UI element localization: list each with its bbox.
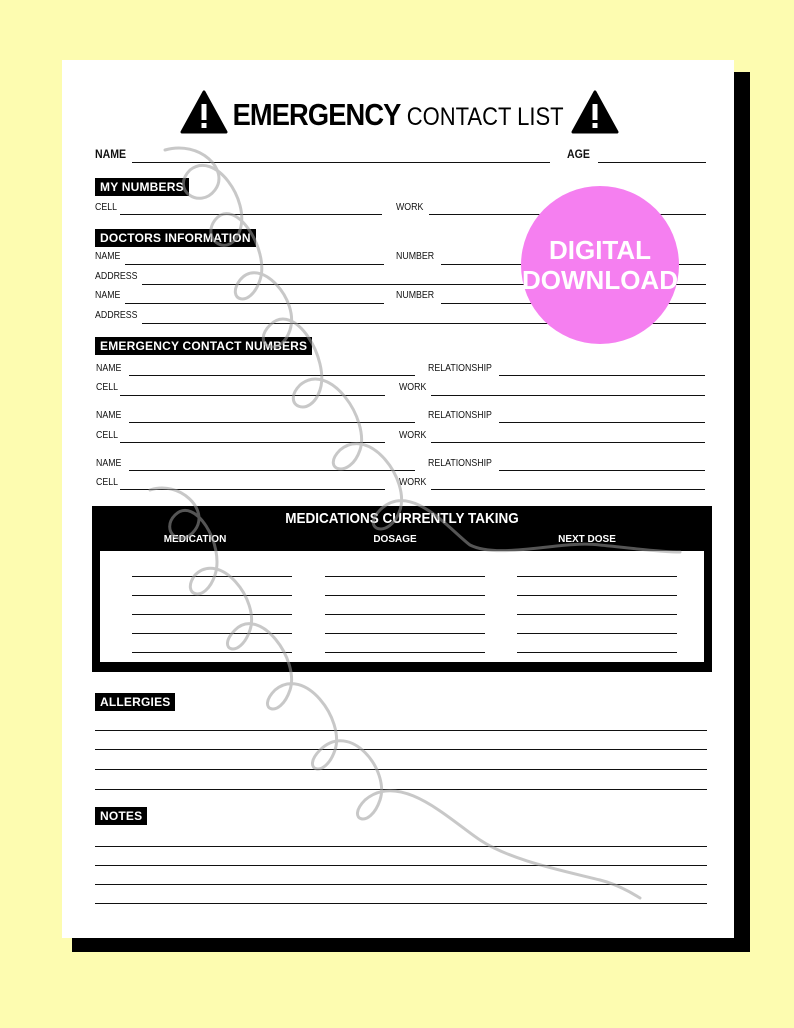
- contact-3-work-field[interactable]: [431, 489, 705, 490]
- doctor-number-label: NUMBER: [396, 251, 435, 262]
- contact-relationship-label: RELATIONSHIP: [428, 458, 492, 469]
- title-row: [62, 90, 734, 140]
- contact-2-cell-field[interactable]: [120, 442, 385, 443]
- doctor-name-label: NAME: [95, 251, 121, 262]
- my-cell-field[interactable]: [120, 214, 382, 215]
- allergies-line[interactable]: [95, 730, 707, 731]
- doctor-number-label: NUMBER: [396, 290, 435, 301]
- contact-name-label: NAME: [96, 363, 122, 374]
- doctor-2-name-field[interactable]: [125, 303, 384, 304]
- doctor-1-name-field[interactable]: [125, 264, 384, 265]
- contact-relationship-label: RELATIONSHIP: [428, 410, 492, 421]
- next-dose-field[interactable]: [517, 576, 677, 577]
- medications-box: [92, 506, 712, 672]
- notes-line[interactable]: [95, 884, 707, 885]
- work-label: WORK: [396, 202, 424, 213]
- dosage-field[interactable]: [325, 633, 485, 634]
- medication-field[interactable]: [132, 633, 292, 634]
- allergies-heading: ALLERGIES: [95, 693, 175, 711]
- badge-line-2: DOWNLOAD: [522, 265, 678, 295]
- contact-relationship-label: RELATIONSHIP: [428, 363, 492, 374]
- doctor-address-label: ADDRESS: [95, 271, 138, 282]
- notes-heading: NOTES: [95, 807, 147, 825]
- contact-1-work-field[interactable]: [431, 395, 705, 396]
- next-dose-field[interactable]: [517, 595, 677, 596]
- medication-field[interactable]: [132, 576, 292, 577]
- medications-table: [100, 551, 704, 662]
- allergies-line[interactable]: [95, 749, 707, 750]
- allergies-line[interactable]: [95, 789, 707, 790]
- contact-2-name-field[interactable]: [129, 422, 415, 423]
- contact-1-relationship-field[interactable]: [499, 375, 705, 376]
- contact-3-relationship-field[interactable]: [499, 470, 705, 471]
- dosage-column-header: DOSAGE: [373, 534, 417, 545]
- contact-2-relationship-field[interactable]: [499, 422, 705, 423]
- contact-1-cell-field[interactable]: [120, 395, 385, 396]
- dosage-field[interactable]: [325, 595, 485, 596]
- contact-1-name-field[interactable]: [129, 375, 415, 376]
- contact-name-label: NAME: [96, 458, 122, 469]
- medication-field[interactable]: [132, 652, 292, 653]
- dosage-field[interactable]: [325, 576, 485, 577]
- notes-line[interactable]: [95, 846, 707, 847]
- medication-column-header: MEDICATION: [163, 534, 227, 545]
- emergency-heading: EMERGENCY CONTACT NUMBERS: [95, 337, 312, 355]
- badge-line-1: DIGITAL: [548, 235, 652, 265]
- contact-2-work-field[interactable]: [431, 442, 705, 443]
- next-dose-column-header: NEXT DOSE: [558, 534, 616, 545]
- digital-download-badge: [521, 186, 679, 344]
- contact-3-name-field[interactable]: [129, 470, 415, 471]
- my-numbers-heading: MY NUMBERS: [95, 178, 189, 196]
- contact-cell-label: CELL: [96, 430, 119, 441]
- medication-field[interactable]: [132, 614, 292, 615]
- contact-work-label: WORK: [399, 382, 427, 393]
- name-label: NAME: [95, 147, 127, 161]
- contact-work-label: WORK: [399, 477, 427, 488]
- doctor-address-label: ADDRESS: [95, 310, 138, 321]
- notes-line[interactable]: [95, 903, 707, 904]
- form-page: [62, 60, 734, 938]
- name-field[interactable]: [132, 162, 550, 163]
- contact-work-label: WORK: [399, 430, 427, 441]
- doctors-heading: DOCTORS INFORMATION: [95, 229, 256, 247]
- contact-cell-label: CELL: [96, 477, 119, 488]
- age-field[interactable]: [598, 162, 706, 163]
- contact-name-label: NAME: [96, 410, 122, 421]
- age-label: AGE: [567, 147, 590, 161]
- medications-heading: MEDICATIONS CURRENTLY TAKING: [285, 510, 519, 527]
- dosage-field[interactable]: [325, 652, 485, 653]
- cell-label: CELL: [95, 202, 118, 213]
- warning-triangle-icon: [180, 90, 228, 134]
- doctor-name-label: NAME: [95, 290, 121, 301]
- contact-3-cell-field[interactable]: [120, 489, 385, 490]
- contact-cell-label: CELL: [96, 382, 119, 393]
- page-title: EMERGENCY CONTACT LIST: [232, 97, 564, 132]
- next-dose-field[interactable]: [517, 633, 677, 634]
- medication-field[interactable]: [132, 595, 292, 596]
- allergies-line[interactable]: [95, 769, 707, 770]
- notes-line[interactable]: [95, 865, 707, 866]
- next-dose-field[interactable]: [517, 614, 677, 615]
- warning-triangle-icon: [571, 90, 619, 134]
- next-dose-field[interactable]: [517, 652, 677, 653]
- dosage-field[interactable]: [325, 614, 485, 615]
